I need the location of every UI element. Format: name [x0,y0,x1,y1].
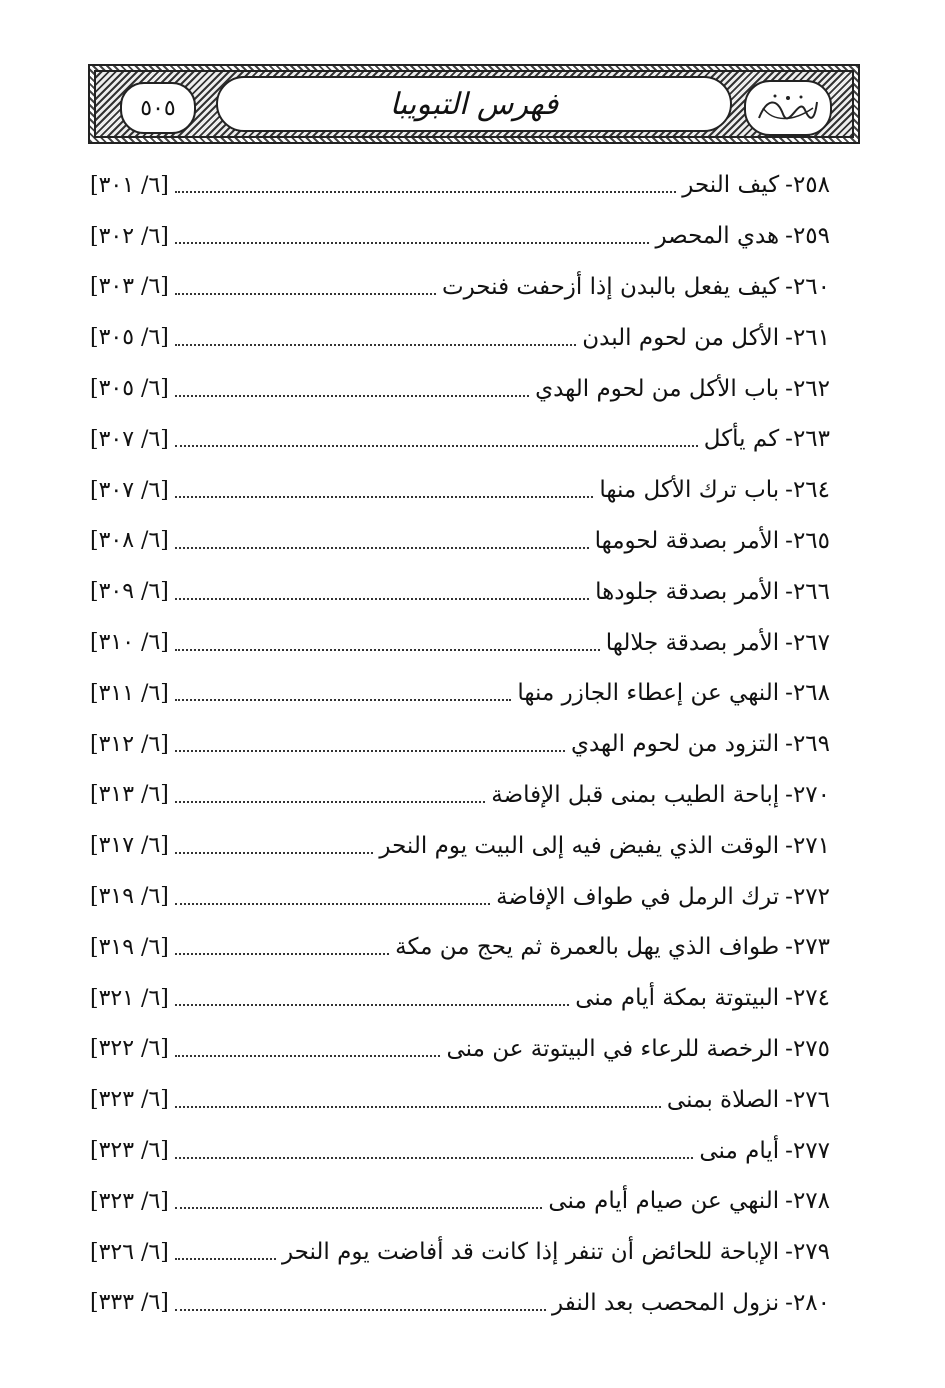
dot-leader [175,584,589,600]
entry-title: الأمر بصدقة جلالها [605,629,780,656]
toc-entry [90,1227,830,1278]
dot-leader [175,228,650,244]
dot-leader [175,330,576,346]
dot-leader [175,939,389,955]
entry-title: الأمر بصدقة لحومها [594,527,780,554]
entry-reference: [٦/ ٣٠١] [90,172,169,198]
dot-leader [175,635,600,651]
entry-number: ٢٧٥- [785,1035,830,1062]
toc-entry [90,516,830,567]
entry-title: هدي المحصر [655,223,780,250]
toc-entry [90,1176,830,1227]
entry-title: نزول المحصب بعد النفر [552,1289,780,1316]
dot-leader [175,1244,276,1260]
entry-number: ٢٦٩- [785,731,830,758]
entry-number: ٢٧٤- [785,985,830,1012]
page-number: ٥٠٥ [140,95,176,121]
entry-number: ٢٦٦- [785,578,830,605]
entry-title: الرخصة للرعاء في البيتوتة عن منى [446,1035,780,1062]
entry-title: الإباحة للحائض أن تنفر إذا كانت قد أفاضت يوم النحر [281,1239,780,1266]
entry-reference: [٦/ ٣٢٢] [90,1036,169,1062]
entry-reference: [٦/ ٣٠٣] [90,274,169,300]
entry-number: ٢٦٥- [785,527,830,554]
entry-reference: [٦/ ٣٠٥] [90,376,169,402]
dot-leader [175,279,436,295]
entry-title: كم يأكل [703,426,780,453]
toc-entry [90,719,830,770]
dot-leader [175,482,593,498]
entry-title: كيف النحر [682,172,780,199]
entry-number: ٢٧٦- [785,1086,830,1113]
entry-number: ٢٥٨- [785,172,830,199]
toc-entry [90,1074,830,1125]
entry-reference: [٦/ ٣٠٥] [90,325,169,351]
entry-number: ٢٧١- [785,832,830,859]
dot-leader [175,889,490,905]
entry-number: ٢٦٧- [785,629,830,656]
entry-reference: [٦/ ٣١٣] [90,782,169,808]
dot-leader [175,431,698,447]
toc-entry [90,160,830,211]
entry-title: النهي عن صيام أيام منى [548,1188,780,1215]
entry-title: باب ترك الأكل منها [599,477,780,504]
entry-reference: [٦/ ٣١٧] [90,833,169,859]
entry-number: ٢٧٣- [785,934,830,961]
entry-title: أيام منى [699,1137,780,1164]
entry-reference: [٦/ ٣١٩] [90,884,169,910]
toc-entry [90,566,830,617]
entry-reference: [٦/ ٣٢٣] [90,1188,169,1214]
header-title-panel [216,76,732,132]
entry-reference: [٦/ ٣٠٢] [90,223,169,249]
dot-leader [175,787,485,803]
entry-number: ٢٦١- [785,324,830,351]
toc-entry [90,1024,830,1075]
entry-number: ٢٧٨- [785,1188,830,1215]
entry-number: ٢٧٢- [785,883,830,910]
entry-number: ٢٦٨- [785,680,830,707]
toc-entry [90,820,830,871]
entry-number: ٢٨٠- [785,1289,830,1316]
entry-title: إباحة الطيب بمنى قبل الإفاضة [491,781,780,808]
entry-number: ٢٦٠- [785,273,830,300]
entry-number: ٢٧٧- [785,1137,830,1164]
book-logo [744,80,832,136]
calligraphy-logo-icon [753,88,823,128]
dot-leader [175,381,529,397]
entry-title: النهي عن إعطاء الجازر منها [517,680,780,707]
dot-leader [175,685,512,701]
toc-entry [90,211,830,262]
dot-leader [175,1295,546,1311]
toc-entry [90,1125,830,1176]
entry-title: باب الأكل من لحوم الهدي [535,375,780,402]
dot-leader [175,177,676,193]
entry-number: ٢٦٢- [785,375,830,402]
toc-entry [90,922,830,973]
header-border [94,70,854,138]
toc-entry [90,668,830,719]
dot-leader [175,1143,694,1159]
entry-title: طواف الذي يهل بالعمرة ثم يحج من مكة [395,934,780,961]
entry-reference: [٦/ ٣٢٣] [90,1138,169,1164]
entry-number: ٢٦٤- [785,477,830,504]
entry-reference: [٦/ ٣٠٩] [90,579,169,605]
table-of-contents [90,160,830,1328]
entry-reference: [٦/ ٣٠٧] [90,426,169,452]
entry-number: ٢٧٠- [785,781,830,808]
entry-number: ٢٥٩- [785,223,830,250]
dot-leader [175,533,589,549]
toc-entry [90,617,830,668]
dot-leader [175,990,569,1006]
entry-reference: [٦/ ٣٢٦] [90,1239,169,1265]
page-number-badge [120,82,196,134]
entry-title: البيتوتة بمكة أيام منى [575,985,780,1012]
toc-entry [90,262,830,313]
toc-entry [90,414,830,465]
dot-leader [175,1092,661,1108]
dot-leader [175,736,565,752]
dot-leader [175,838,374,854]
toc-entry [90,871,830,922]
toc-entry [90,465,830,516]
entry-reference: [٦/ ٣١٢] [90,731,169,757]
entry-title: الأكل من لحوم البدن [582,324,780,351]
entry-title: ترك الرمل في طواف الإفاضة [496,883,780,910]
entry-reference: [٦/ ٣٠٨] [90,528,169,554]
dot-leader [175,1041,441,1057]
header-title: فهرس التبويبا [389,86,559,122]
toc-entry [90,770,830,821]
entry-reference: [٦/ ٣٢١] [90,985,169,1011]
entry-reference: [٦/ ٣٠٧] [90,477,169,503]
entry-title: الصلاة بمنى [666,1086,780,1113]
entry-reference: [٦/ ٣٢٣] [90,1087,169,1113]
entry-title: الوقت الذي يفيض فيه إلى البيت يوم النحر [379,832,780,859]
entry-number: ٢٦٣- [785,426,830,453]
entry-title: التزود من لحوم الهدي [570,731,780,758]
dot-leader [175,1193,543,1209]
toc-entry [90,1278,830,1329]
toc-entry [90,312,830,363]
toc-entry [90,363,830,414]
entry-reference: [٦/ ٣١٠] [90,630,169,656]
entry-number: ٢٧٩- [785,1239,830,1266]
entry-title: كيف يفعل بالبدن إذا أزحفت فنحرت [441,273,780,300]
toc-entry [90,973,830,1024]
entry-title: الأمر بصدقة جلودها [595,578,780,605]
entry-reference: [٦/ ٣١٩] [90,934,169,960]
entry-reference: [٦/ ٣١١] [90,680,169,706]
entry-reference: [٦/ ٣٣٣] [90,1290,169,1316]
page-header [88,64,860,144]
